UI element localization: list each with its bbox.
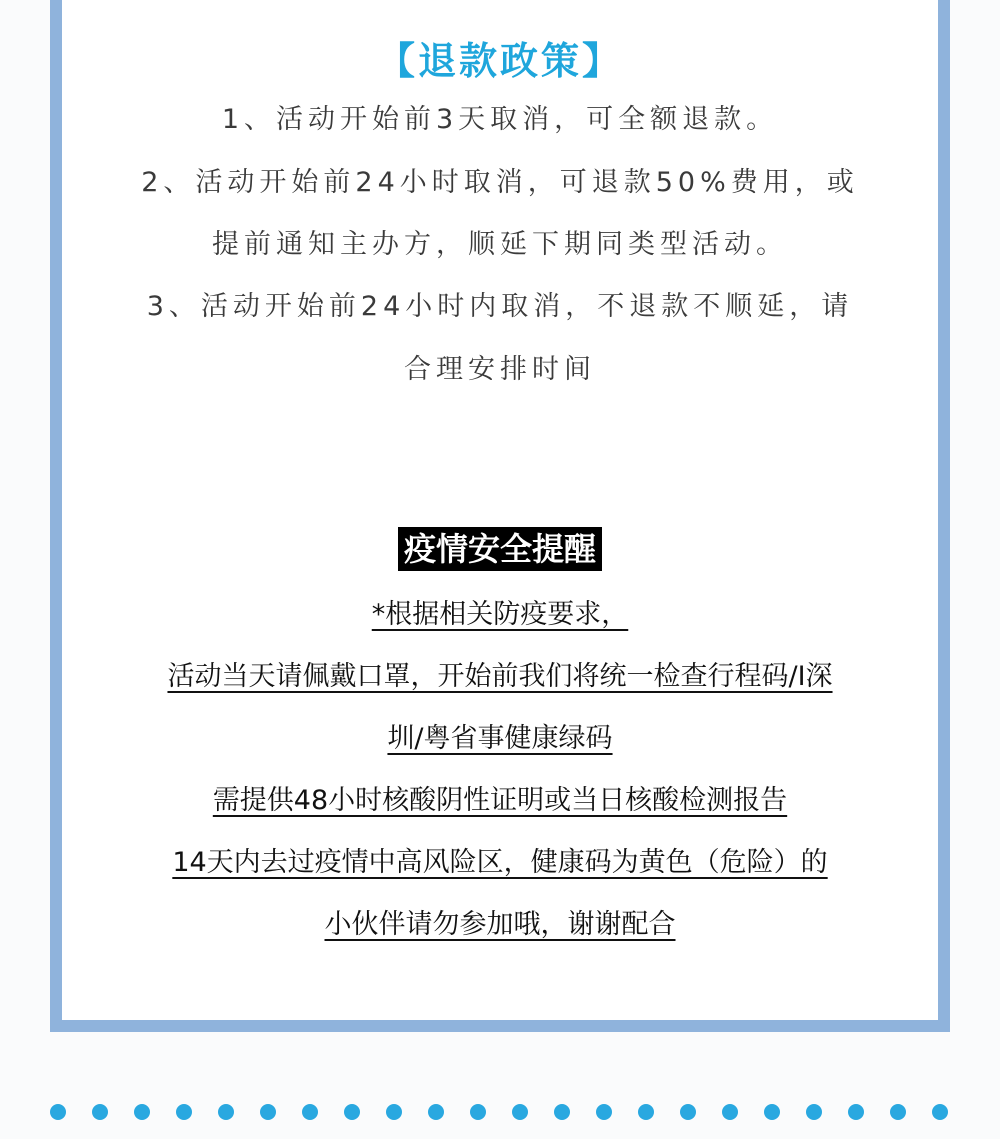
refund-policy-line: 2、活动开始前24小时取消，可退款50%费用，或	[141, 167, 859, 198]
decorative-dot	[302, 1104, 318, 1120]
decorative-dot	[344, 1104, 360, 1120]
decorative-dot	[134, 1104, 150, 1120]
decorative-dot	[764, 1104, 780, 1120]
decorative-dot	[92, 1104, 108, 1120]
refund-policy-line: 合理安排时间	[404, 354, 596, 385]
safety-notice-header	[62, 527, 938, 571]
safety-notice-line: 14天内去过疫情中高风险区，健康码为黄色（危险）的	[172, 847, 828, 878]
decorative-dot	[596, 1104, 612, 1120]
decorative-dot-row	[50, 1104, 950, 1124]
decorative-dot	[386, 1104, 402, 1120]
decorative-dot	[50, 1104, 66, 1120]
refund-policy-line: 1、活动开始前3天取消，可全额退款。	[221, 104, 779, 135]
decorative-dot	[218, 1104, 234, 1120]
decorative-dot	[932, 1104, 948, 1120]
decorative-dot	[848, 1104, 864, 1120]
decorative-dot	[470, 1104, 486, 1120]
refund-policy-line: 3、活动开始前24小时内取消，不退款不顺延，请	[146, 291, 854, 322]
decorative-dot	[176, 1104, 192, 1120]
refund-policy-line: 提前通知主办方，顺延下期同类型活动。	[212, 229, 788, 260]
refund-policy-title: 【退款政策】	[376, 39, 623, 83]
decorative-dot	[722, 1104, 738, 1120]
content-card	[50, 0, 950, 1032]
safety-notice-line: 活动当天请佩戴口罩，开始前我们将统一检查行程码/I深	[167, 661, 833, 692]
safety-notice-line: *根据相关防疫要求，	[371, 599, 629, 630]
decorative-dot	[890, 1104, 906, 1120]
safety-notice-title: 疫情安全提醒	[398, 527, 602, 571]
safety-notice-line: 小伙伴请勿参加哦，谢谢配合	[324, 909, 676, 940]
safety-notice-line: 圳/粤省事健康绿码	[387, 723, 613, 754]
decorative-dot	[680, 1104, 696, 1120]
decorative-dot	[806, 1104, 822, 1120]
decorative-dot	[554, 1104, 570, 1120]
safety-notice-line: 需提供48小时核酸阴性证明或当日核酸检测报告	[212, 785, 788, 816]
decorative-dot	[512, 1104, 528, 1120]
decorative-dot	[638, 1104, 654, 1120]
decorative-dot	[428, 1104, 444, 1120]
decorative-dot	[260, 1104, 276, 1120]
